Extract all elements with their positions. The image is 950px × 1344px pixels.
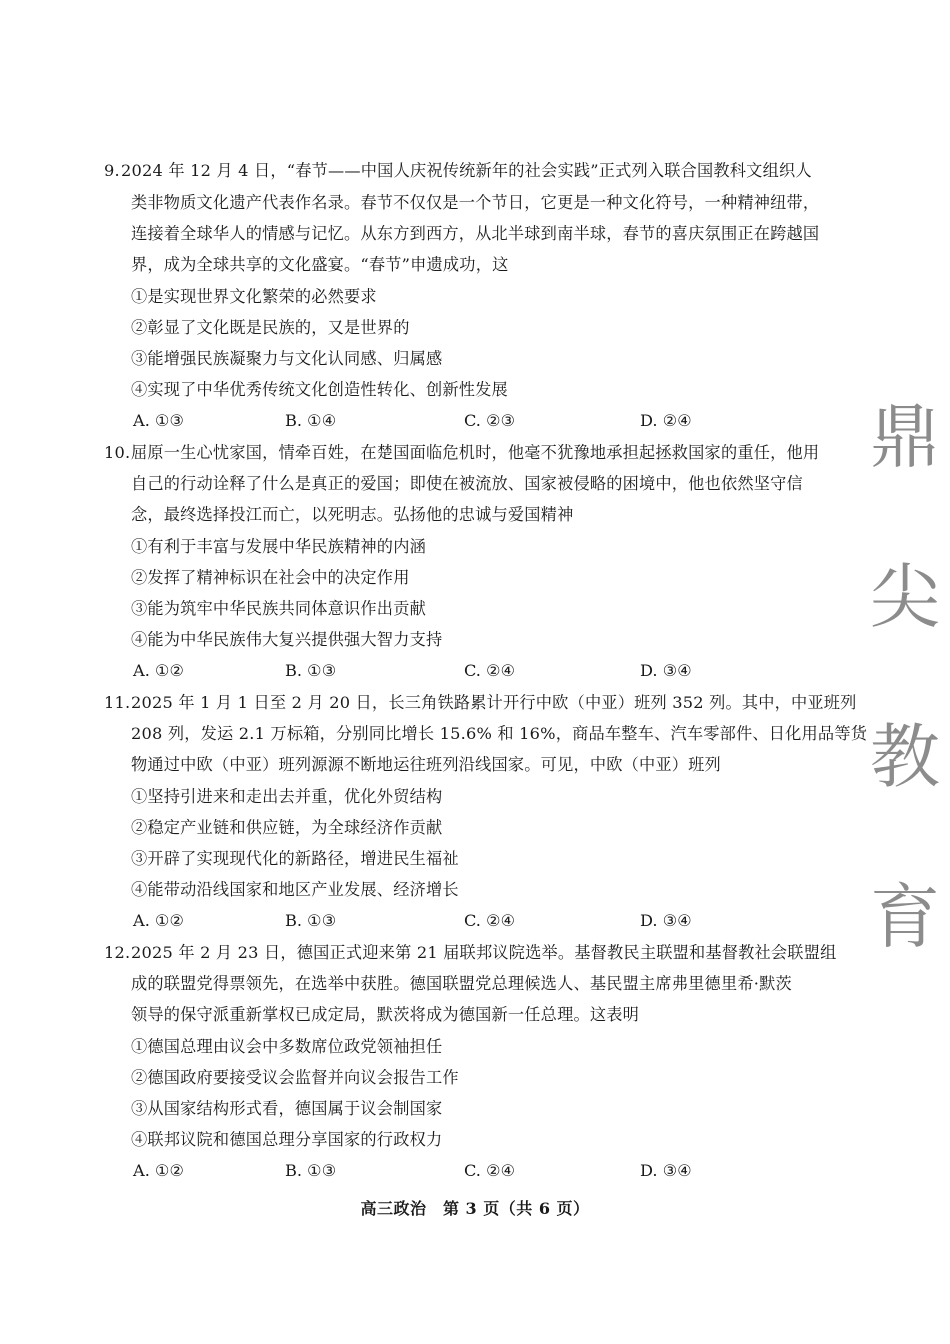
question-stem-line: 208 列，发运 2.1 万标箱，分别同比增长 15.6% 和 16%，商品车整车、汽车零部件、日化用品等货: [131, 724, 868, 743]
question-number: 11.: [104, 693, 131, 712]
question-number: 9.: [104, 161, 120, 180]
option-d: D. ②④: [640, 411, 692, 430]
watermark-char: 尖: [870, 556, 940, 638]
question-stem-line: 物通过中欧（中亚）班列源源不断地运往班列沿线国家。可见，中欧（中亚）班列: [131, 755, 721, 774]
option-a: A. ①②: [133, 661, 185, 680]
statement: ②发挥了精神标识在社会中的决定作用: [131, 568, 410, 587]
statement: ①德国总理由议会中多数席位政党领袖担任: [131, 1037, 443, 1056]
statement: ②德国政府要接受议会监督并向议会报告工作: [131, 1068, 459, 1087]
option-b: B. ①④: [285, 411, 337, 430]
option-c: C. ②④: [464, 1161, 516, 1180]
statement: ③从国家结构形式看，德国属于议会制国家: [131, 1099, 443, 1118]
statement: ①有利于丰富与发展中华民族精神的内涵: [131, 537, 426, 556]
option-d: D. ③④: [640, 1161, 692, 1180]
page-footer: 高三政治 第 3 页（共 6 页）: [360, 1199, 590, 1218]
question-stem-line: 2024 年 12 月 4 日，“春节——中国人庆祝传统新年的社会实践”正式列入联合国教科文组织人: [121, 161, 812, 180]
option-d: D. ③④: [640, 911, 692, 930]
statement: ①是实现世界文化繁荣的必然要求: [131, 287, 377, 306]
watermark-char: 教: [870, 716, 940, 798]
question-stem-line: 自己的行动诠释了什么是真正的爱国；即使在被流放、国家被侵略的困境中，他也依然坚守信: [131, 474, 803, 493]
option-a: A. ①③: [133, 411, 185, 430]
statement: ④能为中华民族伟大复兴提供强大智力支持: [131, 630, 443, 649]
option-d: D. ③④: [640, 661, 692, 680]
option-a: A. ①②: [133, 911, 185, 930]
option-c: C. ②④: [464, 661, 516, 680]
question-stem-line: 类非物质文化遗产代表作名录。春节不仅仅是一个节日，它更是一种文化符号，一种精神纽带，: [131, 193, 820, 212]
option-b: B. ①③: [285, 1161, 337, 1180]
question-number: 12.: [104, 943, 131, 962]
question-number: 10.: [104, 443, 131, 462]
statement: ②彰显了文化既是民族的，又是世界的: [131, 318, 410, 337]
option-b: B. ①③: [285, 911, 337, 930]
statement: ③开辟了实现现代化的新路径，增进民生福祉: [131, 849, 459, 868]
statement: ③能增强民族凝聚力与文化认同感、归属感: [131, 349, 443, 368]
question-stem-line: 界，成为全球共享的文化盛宴。“春节”申遗成功，这: [131, 255, 509, 274]
watermark-char: 鼎: [870, 396, 940, 478]
question-stem-line: 2025 年 1 月 1 日至 2 月 20 日，长三角铁路累计开行中欧（中亚）班列 352 列。其中，中亚班列: [131, 693, 857, 712]
question-stem-line: 2025 年 2 月 23 日，德国正式迎来第 21 届联邦议院选举。基督教民主联盟和基督教社会联盟组: [131, 943, 837, 962]
statement: ④联邦议院和德国总理分享国家的行政权力: [131, 1130, 443, 1149]
option-c: C. ②③: [464, 411, 516, 430]
question-stem-line: 成的联盟党得票领先，在选举中获胜。德国联盟党总理候选人、基民盟主席弗里德里希·默茨: [131, 974, 792, 993]
option-c: C. ②④: [464, 911, 516, 930]
statement: ②稳定产业链和供应链，为全球经济作贡献: [131, 818, 443, 837]
statement: ①坚持引进来和走出去并重，优化外贸结构: [131, 787, 443, 806]
question-stem-line: 念，最终选择投江而亡，以死明志。弘扬他的忠诚与爱国精神: [131, 505, 574, 524]
statement: ③能为筑牢中华民族共同体意识作出贡献: [131, 599, 426, 618]
option-a: A. ①②: [133, 1161, 185, 1180]
statement: ④能带动沿线国家和地区产业发展、经济增长: [131, 880, 459, 899]
question-stem-line: 连接着全球华人的情感与记忆。从东方到西方，从北半球到南半球，春节的喜庆氛围正在跨越国: [131, 224, 820, 243]
statement: ④实现了中华优秀传统文化创造性转化、创新性发展: [131, 380, 508, 399]
watermark-char: 育: [870, 876, 940, 958]
question-stem-line: 领导的保守派重新掌权已成定局，默茨将成为德国新一任总理。这表明: [131, 1005, 640, 1024]
question-stem-line: 屈原一生心忧家国，情牵百姓，在楚国面临危机时，他毫不犹豫地承担起拯救国家的重任，他用: [131, 443, 820, 462]
option-b: B. ①③: [285, 661, 337, 680]
